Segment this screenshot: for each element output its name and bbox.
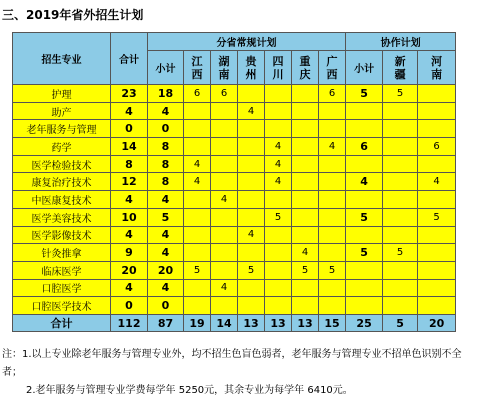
row-coop-subtotal: 4 bbox=[346, 173, 383, 191]
row-province-cell bbox=[184, 208, 211, 226]
row-province-cell bbox=[319, 102, 346, 120]
row-province-cell: 5 bbox=[184, 261, 211, 279]
row-coop-cell bbox=[383, 138, 418, 156]
major-name: 针灸推拿 bbox=[13, 244, 111, 262]
table-row bbox=[13, 102, 456, 120]
row-province-cell bbox=[292, 208, 319, 226]
row-province-cell bbox=[211, 102, 238, 120]
row-coop-subtotal: 6 bbox=[346, 138, 383, 156]
row-province-cell bbox=[265, 120, 292, 138]
row-total: 4 bbox=[111, 226, 148, 244]
row-coop-cell bbox=[418, 155, 456, 173]
header-coop-subtotal: 小计 bbox=[346, 51, 383, 85]
row-province-cell bbox=[211, 244, 238, 262]
row-province-cell bbox=[238, 244, 265, 262]
row-province-cell bbox=[211, 261, 238, 279]
row-province-cell: 6 bbox=[184, 85, 211, 103]
footer-province-cell: 15 bbox=[319, 315, 346, 332]
header-regular-subtotal: 小计 bbox=[148, 51, 184, 85]
row-province-cell bbox=[211, 297, 238, 315]
row-province-cell bbox=[211, 173, 238, 191]
row-province-cell: 4 bbox=[184, 155, 211, 173]
row-province-cell bbox=[211, 155, 238, 173]
header-province-guizhou: 贵州 bbox=[238, 51, 265, 85]
major-name: 康复治疗技术 bbox=[13, 173, 111, 191]
row-province-cell: 5 bbox=[319, 261, 346, 279]
footer-regular-subtotal: 87 bbox=[148, 315, 184, 332]
header-province-hunan: 湖南 bbox=[211, 51, 238, 85]
footer-coop-cell: 5 bbox=[383, 315, 418, 332]
table-row bbox=[13, 191, 456, 209]
header-province-xinjiang: 新疆 bbox=[383, 51, 418, 85]
row-total: 8 bbox=[111, 155, 148, 173]
row-regular-subtotal: 4 bbox=[148, 244, 184, 262]
row-coop-subtotal bbox=[346, 120, 383, 138]
row-province-cell bbox=[265, 226, 292, 244]
row-regular-subtotal: 4 bbox=[148, 226, 184, 244]
row-province-cell: 5 bbox=[265, 208, 292, 226]
row-province-cell bbox=[292, 279, 319, 297]
row-coop-subtotal bbox=[346, 261, 383, 279]
row-province-cell: 4 bbox=[211, 279, 238, 297]
row-coop-subtotal bbox=[346, 297, 383, 315]
row-coop-cell bbox=[383, 102, 418, 120]
row-province-cell: 6 bbox=[211, 85, 238, 103]
row-regular-subtotal: 4 bbox=[148, 279, 184, 297]
row-province-cell bbox=[184, 279, 211, 297]
table-row bbox=[13, 208, 456, 226]
note-1: 注：1.以上专业除老年服务与管理专业外，均不招生色盲色弱者，老年服务与管理专业不招单色识别不全者； bbox=[2, 349, 462, 378]
row-province-cell bbox=[292, 191, 319, 209]
row-province-cell bbox=[184, 191, 211, 209]
row-coop-cell bbox=[418, 261, 456, 279]
row-coop-subtotal: 5 bbox=[346, 208, 383, 226]
row-province-cell bbox=[292, 173, 319, 191]
row-province-cell: 6 bbox=[319, 85, 346, 103]
row-regular-subtotal: 8 bbox=[148, 155, 184, 173]
row-province-cell bbox=[184, 297, 211, 315]
row-province-cell bbox=[292, 155, 319, 173]
header-province-guangxi: 广西 bbox=[319, 51, 346, 85]
row-total: 10 bbox=[111, 208, 148, 226]
row-regular-subtotal: 4 bbox=[148, 102, 184, 120]
header-regular-group: 分省常规计划 bbox=[148, 33, 346, 51]
row-coop-subtotal: 5 bbox=[346, 85, 383, 103]
footer-label: 合计 bbox=[13, 315, 111, 332]
row-province-cell bbox=[319, 173, 346, 191]
row-province-cell: 4 bbox=[292, 244, 319, 262]
row-province-cell bbox=[238, 155, 265, 173]
major-name: 药学 bbox=[13, 138, 111, 156]
row-province-cell bbox=[211, 226, 238, 244]
row-coop-subtotal bbox=[346, 102, 383, 120]
row-province-cell bbox=[265, 85, 292, 103]
row-regular-subtotal: 4 bbox=[148, 191, 184, 209]
row-province-cell bbox=[265, 297, 292, 315]
footer-coop-subtotal: 25 bbox=[346, 315, 383, 332]
row-province-cell bbox=[184, 138, 211, 156]
header-coop-group: 协作计划 bbox=[346, 33, 456, 51]
row-regular-subtotal: 8 bbox=[148, 173, 184, 191]
row-province-cell: 4 bbox=[265, 138, 292, 156]
row-province-cell bbox=[265, 244, 292, 262]
table-row bbox=[13, 244, 456, 262]
major-name: 护理 bbox=[13, 85, 111, 103]
major-name: 中医康复技术 bbox=[13, 191, 111, 209]
major-name: 口腔医学技术 bbox=[13, 297, 111, 315]
row-coop-cell: 5 bbox=[383, 244, 418, 262]
row-province-cell bbox=[319, 244, 346, 262]
row-province-cell bbox=[319, 120, 346, 138]
row-coop-cell bbox=[383, 297, 418, 315]
row-province-cell bbox=[292, 85, 319, 103]
row-province-cell: 4 bbox=[211, 191, 238, 209]
row-province-cell: 4 bbox=[184, 173, 211, 191]
footer-total: 112 bbox=[111, 315, 148, 332]
major-name: 口腔医学 bbox=[13, 279, 111, 297]
row-coop-cell bbox=[383, 208, 418, 226]
footer-province-cell: 13 bbox=[265, 315, 292, 332]
header-province-chongqing: 重庆 bbox=[292, 51, 319, 85]
row-coop-cell bbox=[418, 279, 456, 297]
row-total: 4 bbox=[111, 279, 148, 297]
header-major: 招生专业 bbox=[13, 33, 111, 85]
major-name: 助产 bbox=[13, 102, 111, 120]
row-province-cell bbox=[265, 279, 292, 297]
admission-plan-table bbox=[12, 32, 456, 332]
row-province-cell bbox=[238, 208, 265, 226]
row-coop-cell bbox=[418, 244, 456, 262]
row-province-cell: 4 bbox=[319, 138, 346, 156]
row-total: 4 bbox=[111, 191, 148, 209]
row-total: 20 bbox=[111, 261, 148, 279]
row-coop-cell bbox=[383, 279, 418, 297]
row-total: 0 bbox=[111, 120, 148, 138]
footer-coop-cell: 20 bbox=[418, 315, 456, 332]
row-coop-cell bbox=[383, 173, 418, 191]
row-province-cell bbox=[292, 102, 319, 120]
notes bbox=[2, 346, 478, 400]
row-province-cell bbox=[238, 191, 265, 209]
row-province-cell bbox=[265, 261, 292, 279]
row-coop-cell: 6 bbox=[418, 138, 456, 156]
row-province-cell: 4 bbox=[265, 155, 292, 173]
row-coop-cell bbox=[383, 191, 418, 209]
row-coop-cell bbox=[383, 155, 418, 173]
row-province-cell bbox=[184, 244, 211, 262]
row-regular-subtotal: 5 bbox=[148, 208, 184, 226]
row-coop-cell: 5 bbox=[418, 208, 456, 226]
row-province-cell bbox=[238, 85, 265, 103]
table-row bbox=[13, 279, 456, 297]
row-province-cell bbox=[184, 120, 211, 138]
row-province-cell bbox=[319, 208, 346, 226]
table-row bbox=[13, 120, 456, 138]
row-regular-subtotal: 0 bbox=[148, 120, 184, 138]
row-province-cell: 4 bbox=[238, 102, 265, 120]
row-coop-cell: 5 bbox=[383, 85, 418, 103]
row-province-cell bbox=[265, 102, 292, 120]
row-province-cell bbox=[238, 138, 265, 156]
table-footer-row bbox=[13, 315, 456, 332]
row-total: 4 bbox=[111, 102, 148, 120]
row-total: 0 bbox=[111, 297, 148, 315]
row-coop-subtotal: 5 bbox=[346, 244, 383, 262]
row-province-cell bbox=[292, 138, 319, 156]
row-province-cell bbox=[238, 173, 265, 191]
row-regular-subtotal: 8 bbox=[148, 138, 184, 156]
row-province-cell bbox=[238, 297, 265, 315]
section-title: 三、2019年省外招生计划 bbox=[2, 8, 144, 22]
row-province-cell bbox=[265, 191, 292, 209]
row-coop-cell bbox=[418, 297, 456, 315]
row-regular-subtotal: 20 bbox=[148, 261, 184, 279]
row-province-cell bbox=[184, 226, 211, 244]
row-province-cell: 5 bbox=[292, 261, 319, 279]
table-row bbox=[13, 85, 456, 103]
footer-province-cell: 14 bbox=[211, 315, 238, 332]
row-total: 9 bbox=[111, 244, 148, 262]
table-row bbox=[13, 261, 456, 279]
major-name: 老年服务与管理 bbox=[13, 120, 111, 138]
row-coop-cell bbox=[418, 102, 456, 120]
header-province-jiangxi: 江西 bbox=[184, 51, 211, 85]
row-coop-cell bbox=[418, 85, 456, 103]
row-coop-cell bbox=[418, 226, 456, 244]
row-coop-cell bbox=[383, 261, 418, 279]
row-province-cell bbox=[211, 138, 238, 156]
major-name: 医学影像技术 bbox=[13, 226, 111, 244]
row-total: 23 bbox=[111, 85, 148, 103]
major-name: 医学美容技术 bbox=[13, 208, 111, 226]
header-total: 合计 bbox=[111, 33, 148, 85]
row-coop-cell: 4 bbox=[418, 173, 456, 191]
row-province-cell bbox=[211, 208, 238, 226]
row-regular-subtotal: 0 bbox=[148, 297, 184, 315]
major-name: 医学检验技术 bbox=[13, 155, 111, 173]
table-row bbox=[13, 226, 456, 244]
row-coop-subtotal bbox=[346, 191, 383, 209]
row-province-cell: 5 bbox=[238, 261, 265, 279]
row-province-cell: 4 bbox=[238, 226, 265, 244]
table-row bbox=[13, 155, 456, 173]
header-province-henan: 河南 bbox=[418, 51, 456, 85]
footer-province-cell: 19 bbox=[184, 315, 211, 332]
row-province-cell bbox=[292, 120, 319, 138]
row-regular-subtotal: 18 bbox=[148, 85, 184, 103]
row-province-cell bbox=[319, 191, 346, 209]
row-coop-cell bbox=[418, 191, 456, 209]
row-coop-subtotal bbox=[346, 279, 383, 297]
header-province-sichuan: 四川 bbox=[265, 51, 292, 85]
row-province-cell bbox=[319, 155, 346, 173]
row-total: 14 bbox=[111, 138, 148, 156]
row-coop-cell bbox=[418, 120, 456, 138]
table-row bbox=[13, 138, 456, 156]
row-coop-cell bbox=[383, 226, 418, 244]
row-province-cell bbox=[238, 279, 265, 297]
footer-province-cell: 13 bbox=[292, 315, 319, 332]
row-province-cell bbox=[319, 279, 346, 297]
footer-province-cell: 13 bbox=[238, 315, 265, 332]
row-total: 12 bbox=[111, 173, 148, 191]
row-province-cell bbox=[292, 226, 319, 244]
row-coop-cell bbox=[383, 120, 418, 138]
row-coop-subtotal bbox=[346, 155, 383, 173]
row-province-cell bbox=[319, 297, 346, 315]
note-2: 2.老年服务与管理专业学费每学年 5250元，其余专业为每学年 6410元。 bbox=[26, 385, 353, 396]
row-province-cell: 4 bbox=[265, 173, 292, 191]
row-province-cell bbox=[211, 120, 238, 138]
table-row bbox=[13, 297, 456, 315]
table-row bbox=[13, 173, 456, 191]
row-province-cell bbox=[238, 120, 265, 138]
row-province-cell bbox=[184, 102, 211, 120]
major-name: 临床医学 bbox=[13, 261, 111, 279]
row-coop-subtotal bbox=[346, 226, 383, 244]
row-province-cell bbox=[292, 297, 319, 315]
row-province-cell bbox=[319, 226, 346, 244]
